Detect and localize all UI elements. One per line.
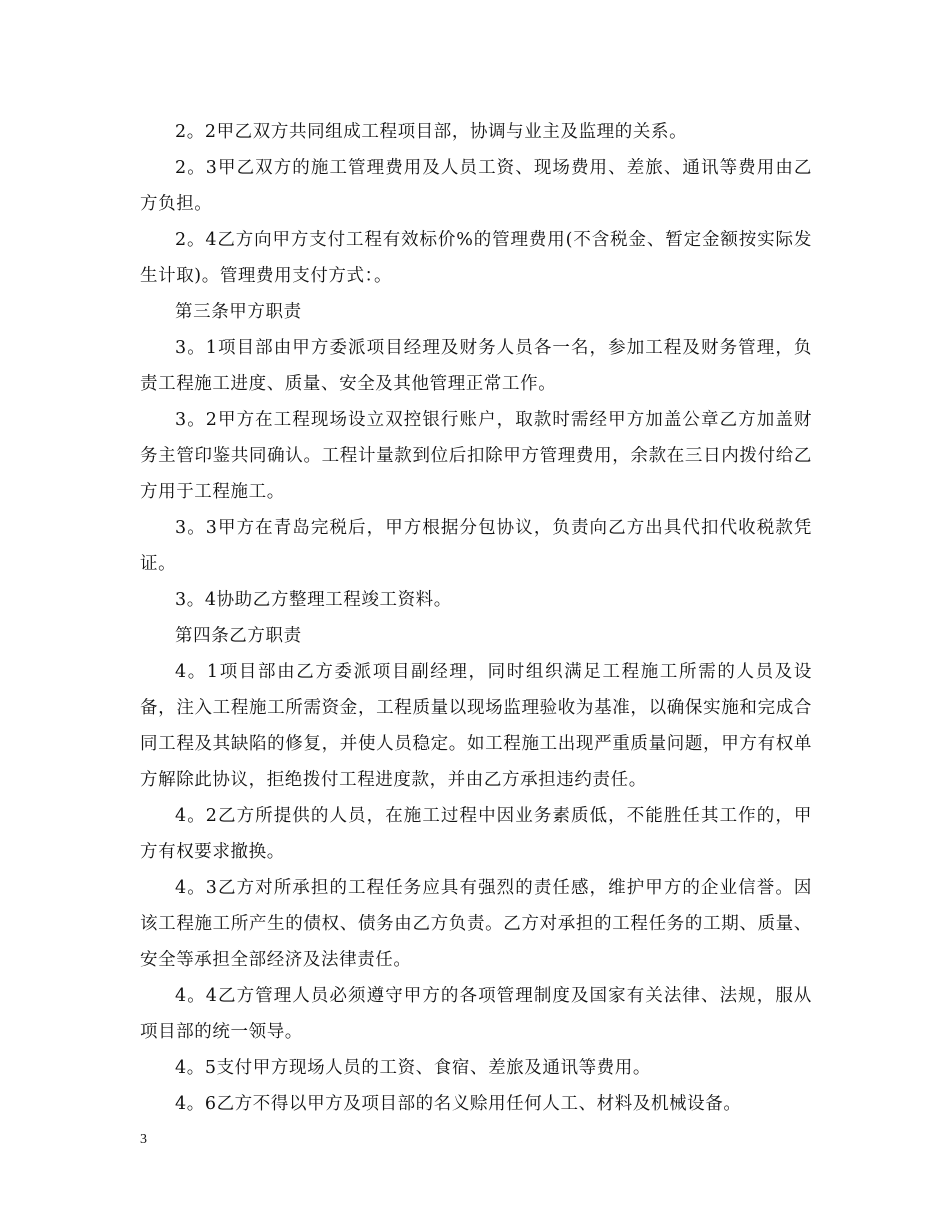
clause-2-4: 2。4乙方向甲方支付工程有效标价%的管理费用(不含税金、暂定金额按实际发生计取)。管理费用支付方式：。 xyxy=(140,230,812,286)
clause-4-4: 4。4乙方管理人员必须遵守甲方的各项管理制度及国家有关法律、法规，服从项目部的统一领导。 xyxy=(140,986,812,1042)
section-heading-article-4: 第四条乙方职责 xyxy=(175,626,302,646)
clause-4-2: 4。2乙方所提供的人员，在施工过程中因业务素质低，不能胜任其工作的，甲方有权要求撤换。 xyxy=(140,806,812,862)
document-body xyxy=(140,114,812,1122)
clause-3-1: 3。1项目部由甲方委派项目经理及财务人员各一名，参加工程及财务管理，负责工程施工进度、质量、安全及其他管理正常工作。 xyxy=(140,338,812,394)
clause-3-2: 3。2甲方在工程现场设立双控银行账户，取款时需经甲方加盖公章乙方加盖财务主管印鉴共同确认。工程计量款到位后扣除甲方管理费用，余款在三日内拨付给乙方用于工程施工。 xyxy=(140,410,812,502)
clause-4-1: 4。1项目部由乙方委派项目副经理，同时组织满足工程施工所需的人员及设备，注入工程施工所需资金，工程质量以现场监理验收为基准，以确保实施和完成合同工程及其缺陷的修复，并使人员稳定。如工程施工出现严重质量问题，甲方有权单方解除此协议，拒绝拨付工程进度款，并由乙方承担违约责任。 xyxy=(140,662,812,790)
clause-4-5: 4。5支付甲方现场人员的工资、食宿、差旅及通讯等费用。 xyxy=(175,1058,651,1078)
clause-4-3: 4。3乙方对所承担的工程任务应具有强烈的责任感，维护甲方的企业信誉。因该工程施工所产生的债权、债务由乙方负责。乙方对承担的工程任务的工期、质量、安全等承担全部经济及法律责任。 xyxy=(140,878,812,970)
clause-3-4: 3。4协助乙方整理工程竣工资料。 xyxy=(175,590,452,610)
clause-2-2: 2。2甲乙双方共同组成工程项目部，协调与业主及监理的关系。 xyxy=(175,122,688,142)
page-number: 3 xyxy=(140,1132,147,1147)
clause-3-3: 3。3甲方在青岛完税后，甲方根据分包协议，负责向乙方出具代扣代收税款凭证。 xyxy=(140,518,812,574)
clause-2-3: 2。3甲乙双方的施工管理费用及人员工资、现场费用、差旅、通讯等费用由乙方负担。 xyxy=(140,158,812,214)
clause-4-6: 4。6乙方不得以甲方及项目部的名义赊用任何人工、材料及机械设备。 xyxy=(175,1094,742,1114)
section-heading-article-3: 第三条甲方职责 xyxy=(175,302,302,322)
